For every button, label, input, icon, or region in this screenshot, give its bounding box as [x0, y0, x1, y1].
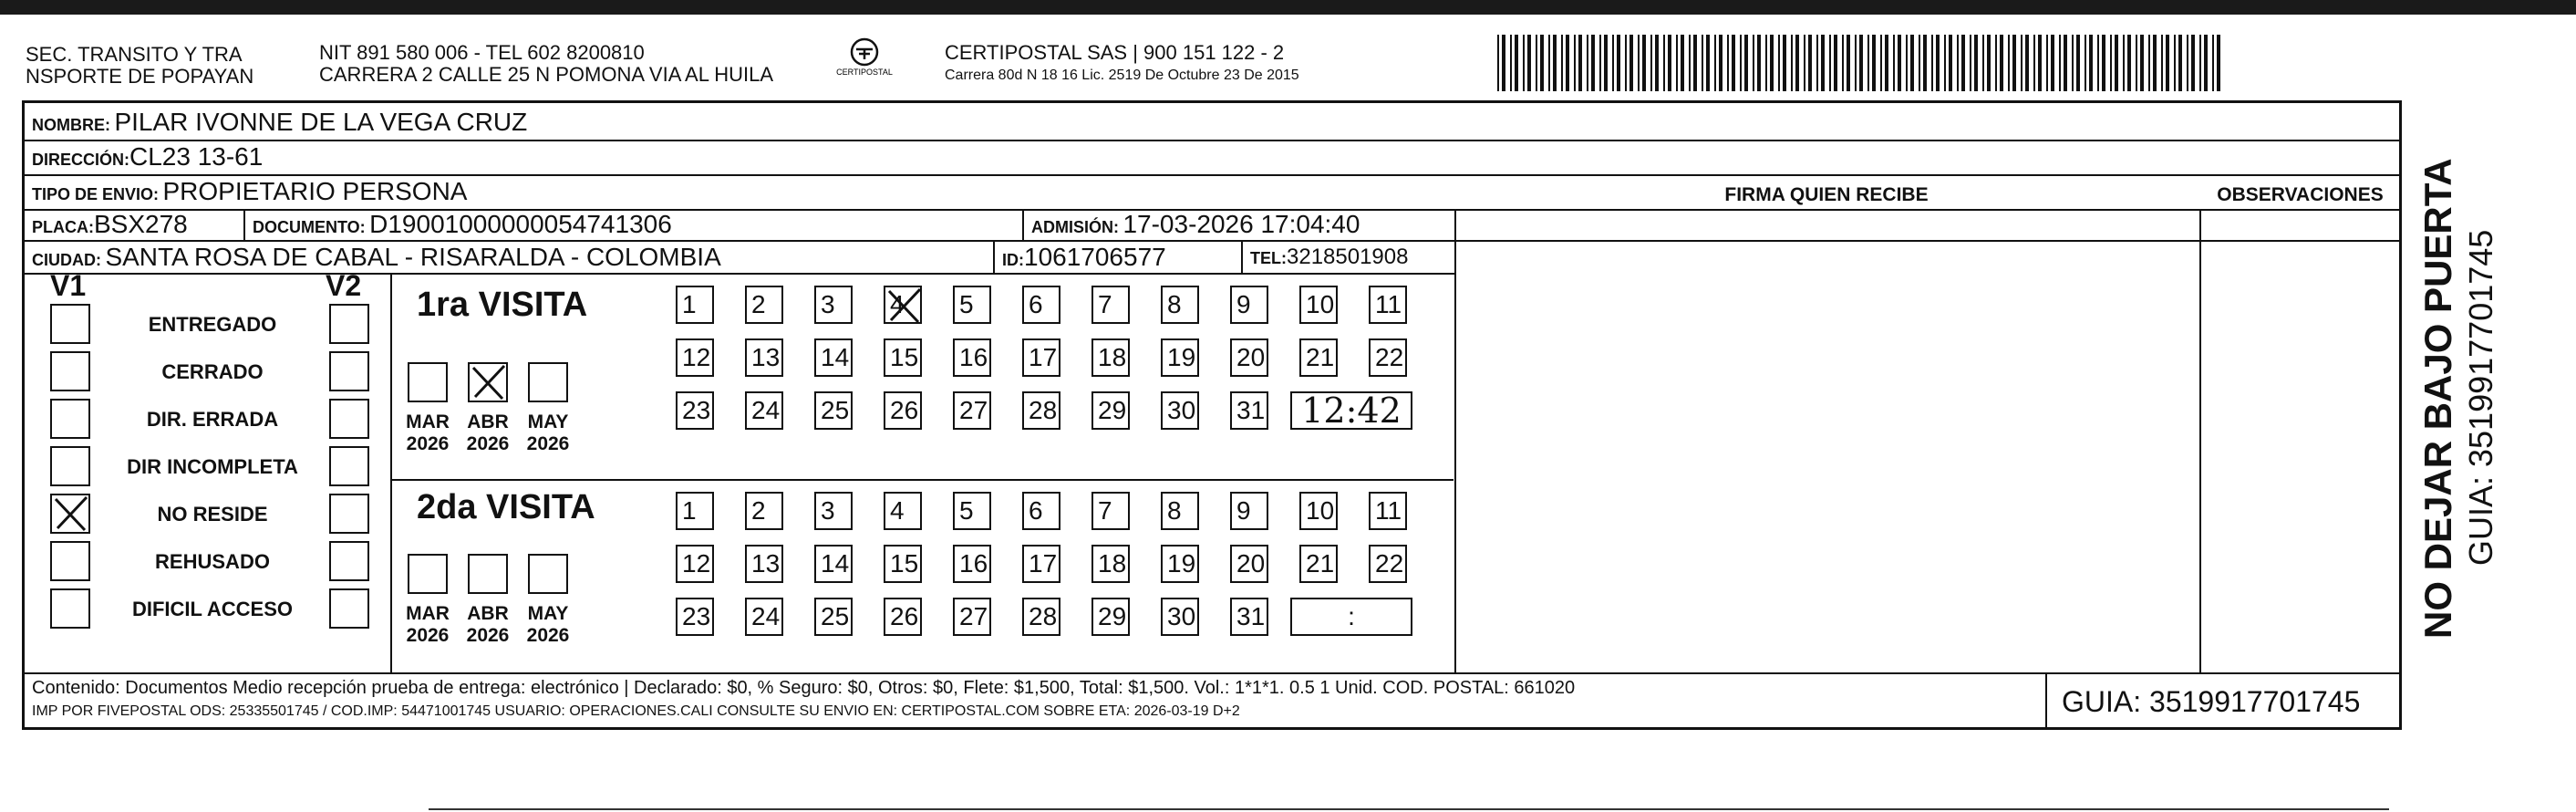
visit1-day-6[interactable]: 6 — [1022, 286, 1060, 324]
barcode-icon — [1497, 35, 2227, 91]
visit1-day-26[interactable]: 26 — [884, 391, 922, 430]
v1-checkbox-dir-errada[interactable] — [50, 399, 90, 439]
visit1-month-may-checkbox[interactable] — [528, 362, 568, 402]
v2-checkbox-no-reside[interactable] — [329, 494, 369, 534]
visit1-day-7[interactable]: 7 — [1091, 286, 1130, 324]
v1-checkbox-rehusado[interactable] — [50, 541, 90, 581]
visit1-month-mar-checkbox[interactable] — [408, 362, 448, 402]
visit2-day-7[interactable]: 7 — [1091, 492, 1130, 530]
tipo-value: PROPIETARIO PERSONA — [162, 177, 468, 205]
bottom-divider — [429, 808, 2389, 810]
visit1-day-22[interactable]: 22 — [1369, 338, 1407, 377]
visit1-day-4[interactable]: 4 — [884, 286, 922, 324]
visit2-day-18[interactable]: 18 — [1091, 545, 1130, 583]
visit2-day-27[interactable]: 27 — [953, 598, 991, 636]
documento-label: DOCUMENTO: — [253, 218, 366, 236]
status-label-entregado: ENTREGADO — [148, 313, 277, 336]
visit1-day-3[interactable]: 3 — [814, 286, 853, 324]
visit2-month-abr-checkbox[interactable] — [468, 554, 508, 594]
v1-checkbox-cerrado[interactable] — [50, 351, 90, 391]
ciudad-value: SANTA ROSA DE CABAL - RISARALDA - COLOMBIA — [105, 243, 721, 271]
month-name: MAY — [527, 411, 569, 432]
visit1-day-23[interactable]: 23 — [676, 391, 714, 430]
visit2-month-mar-checkbox[interactable] — [408, 554, 448, 594]
id-value: 1061706577 — [1024, 243, 1166, 271]
visit2-day-9[interactable]: 9 — [1230, 492, 1268, 530]
visit1-month-abr-label — [456, 411, 520, 455]
visit1-day-25[interactable]: 25 — [814, 391, 853, 430]
visit1-day-14[interactable]: 14 — [814, 338, 853, 377]
visit2-title: 2da VISITA — [417, 488, 595, 526]
v1-checkbox-entregado[interactable] — [50, 304, 90, 344]
visit1-day-9[interactable]: 9 — [1230, 286, 1268, 324]
v2-checkbox-cerrado[interactable] — [329, 351, 369, 391]
sender-line1: SEC. TRANSITO Y TRA — [26, 43, 243, 66]
month-year: 2026 — [466, 625, 510, 646]
visit1-day-5[interactable]: 5 — [953, 286, 991, 324]
tel-value: 3218501908 — [1287, 245, 1409, 269]
visit1-day-20[interactable]: 20 — [1230, 338, 1268, 377]
visit1-day-12[interactable]: 12 — [676, 338, 714, 377]
visit2-day-26[interactable]: 26 — [884, 598, 922, 636]
visit2-day-4[interactable]: 4 — [884, 492, 922, 530]
month-name: ABR — [467, 603, 509, 624]
visit1-day-24[interactable]: 24 — [745, 391, 783, 430]
v1-header: V1 — [50, 269, 87, 302]
tipo-label: TIPO DE ENVIO: — [32, 185, 160, 203]
status-label-rehusado: REHUSADO — [155, 550, 270, 573]
visit1-title: 1ra VISITA — [417, 286, 588, 324]
delivery-form — [22, 100, 2402, 730]
visit1-time-field[interactable]: 12:42 — [1290, 391, 1412, 430]
visit2-day-28[interactable]: 28 — [1022, 598, 1060, 636]
admision-label: ADMISIÓN: — [1031, 218, 1119, 236]
direccion-label: DIRECCIÓN: — [32, 151, 129, 169]
visit1-day-1[interactable]: 1 — [676, 286, 714, 324]
v2-checkbox-dir-errada[interactable] — [329, 399, 369, 439]
visit2-time-field[interactable]: : — [1290, 598, 1412, 636]
month-name: MAR — [406, 411, 450, 432]
v1-checkbox-dir-incompleta[interactable] — [50, 446, 90, 486]
visit1-day-28[interactable]: 28 — [1022, 391, 1060, 430]
visit2-day-20[interactable]: 20 — [1230, 545, 1268, 583]
status-label-dificil-acceso: DIFICIL ACCESO — [131, 598, 293, 620]
direccion-value: CL23 13-61 — [129, 142, 264, 171]
visit2-day-10[interactable]: 10 — [1299, 492, 1338, 530]
visit2-day-16[interactable]: 16 — [953, 545, 991, 583]
month-name: MAY — [527, 603, 569, 624]
visit2-day-24[interactable]: 24 — [745, 598, 783, 636]
v1-checkbox-no-reside[interactable] — [50, 494, 90, 534]
month-year: 2026 — [526, 433, 570, 454]
documento-value: D19001000000054741306 — [369, 210, 672, 238]
visit2-day-23[interactable]: 23 — [676, 598, 714, 636]
visit1-day-27[interactable]: 27 — [953, 391, 991, 430]
visit1-day-31[interactable]: 31 — [1230, 391, 1268, 430]
status-label-dir-errada: DIR. ERRADA — [146, 408, 279, 431]
address-line: CARRERA 2 CALLE 25 N POMONA VIA AL HUILA — [319, 63, 774, 86]
visit1-day-21[interactable]: 21 — [1299, 338, 1338, 377]
visit1-day-18[interactable]: 18 — [1091, 338, 1130, 377]
visit2-day-17[interactable]: 17 — [1022, 545, 1060, 583]
visit1-day-13[interactable]: 13 — [745, 338, 783, 377]
visit2-day-3[interactable]: 3 — [814, 492, 853, 530]
visit2-month-may-checkbox[interactable] — [528, 554, 568, 594]
id-label: ID: — [1002, 251, 1024, 269]
nombre-label: NOMBRE: — [32, 116, 110, 134]
visit2-day-11[interactable]: 11 — [1369, 492, 1407, 530]
visit2-day-21[interactable]: 21 — [1299, 545, 1338, 583]
v2-checkbox-dir-incompleta[interactable] — [329, 446, 369, 486]
status-label-no-reside: NO RESIDE — [157, 503, 268, 526]
visit2-day-5[interactable]: 5 — [953, 492, 991, 530]
visit1-month-may-label — [516, 411, 580, 455]
nombre-value: PILAR IVONNE DE LA VEGA CRUZ — [114, 108, 528, 136]
visit2-day-12[interactable]: 12 — [676, 545, 714, 583]
month-year: 2026 — [526, 625, 570, 646]
guia-number: GUIA: 3519917701745 — [2062, 685, 2361, 718]
nit-line: NIT 891 580 006 - TEL 602 8200810 — [319, 41, 645, 64]
svg-text:CERTIPOSTAL: CERTIPOSTAL — [836, 68, 893, 77]
month-year: 2026 — [466, 433, 510, 454]
visit1-day-8[interactable]: 8 — [1161, 286, 1199, 324]
visit2-day-31[interactable]: 31 — [1230, 598, 1268, 636]
month-year: 2026 — [406, 625, 450, 646]
side-guia: GUIA: 3519917701745 — [2462, 229, 2499, 566]
status-label-dir-incompleta: DIR INCOMPLETA — [127, 455, 298, 478]
visit1-day-30[interactable]: 30 — [1161, 391, 1199, 430]
visit2-day-29[interactable]: 29 — [1091, 598, 1130, 636]
month-year: 2026 — [406, 433, 450, 454]
visit2-day-6[interactable]: 6 — [1022, 492, 1060, 530]
visit2-day-30[interactable]: 30 — [1161, 598, 1199, 636]
v2-checkbox-entregado[interactable] — [329, 304, 369, 344]
admision-value: 17-03-2026 17:04:40 — [1122, 210, 1360, 238]
ciudad-label: CIUDAD: — [32, 251, 101, 269]
visit1-month-abr-checkbox[interactable] — [468, 362, 508, 402]
visit2-day-2[interactable]: 2 — [745, 492, 783, 530]
visit2-day-15[interactable]: 15 — [884, 545, 922, 583]
certipostal-logo — [828, 36, 901, 78]
visit1-day-10[interactable]: 10 — [1299, 286, 1338, 324]
visit2-day-13[interactable]: 13 — [745, 545, 783, 583]
status-label-cerrado: CERRADO — [161, 360, 264, 383]
visit2-month-may-label — [516, 603, 580, 647]
v2-checkbox-dificil-acceso[interactable] — [329, 588, 369, 629]
visit1-day-16[interactable]: 16 — [953, 338, 991, 377]
visit1-day-15[interactable]: 15 — [884, 338, 922, 377]
month-name: MAR — [406, 603, 450, 624]
v2-header: V2 — [326, 269, 362, 302]
company-line1: CERTIPOSTAL SAS | 900 151 122 - 2 — [945, 41, 1285, 64]
visit1-day-11[interactable]: 11 — [1369, 286, 1407, 324]
footer-line2: IMP POR FIVEPOSTAL ODS: 25335501745 / COD.IMP: 54471001745 USUARIO: OPERACIONES.CALI CONSULTE SU ENVIO EN: CERTIPOSTAL.COM SOBRE ETA: 2026-03-19 D+2 — [32, 703, 1240, 719]
placa-label: PLACA: — [32, 218, 94, 236]
visit2-day-19[interactable]: 19 — [1161, 545, 1199, 583]
visit2-day-14[interactable]: 14 — [814, 545, 853, 583]
visit1-day-2[interactable]: 2 — [745, 286, 783, 324]
side-warning: NO DEJAR BAJO PUERTA — [2416, 158, 2459, 639]
visit1-month-mar-label — [396, 411, 460, 455]
v1-checkbox-dificil-acceso[interactable] — [50, 588, 90, 629]
visit2-day-1[interactable]: 1 — [676, 492, 714, 530]
visit1-day-17[interactable]: 17 — [1022, 338, 1060, 377]
placa-value: BSX278 — [94, 210, 188, 238]
month-name: ABR — [467, 411, 509, 432]
visit2-day-8[interactable]: 8 — [1161, 492, 1199, 530]
top-border — [0, 0, 2576, 15]
firma-header: FIRMA QUIEN RECIBE — [1724, 184, 1929, 205]
company-line2: Carrera 80d N 18 16 Lic. 2519 De Octubre 23 De 2015 — [945, 68, 1299, 83]
tel-label: TEL: — [1250, 249, 1287, 267]
visit2-month-abr-label — [456, 603, 520, 647]
visit1-day-19[interactable]: 19 — [1161, 338, 1199, 377]
visit2-month-mar-label — [396, 603, 460, 647]
visit2-day-22[interactable]: 22 — [1369, 545, 1407, 583]
sender-line2: NSPORTE DE POPAYAN — [26, 65, 254, 88]
observaciones-header: OBSERVACIONES — [2217, 184, 2384, 205]
visit1-day-29[interactable]: 29 — [1091, 391, 1130, 430]
footer-line1: Contenido: Documentos Medio recepción prueba de entrega: electrónico | Declarado: $0, % Seguro: $0, Otros: $0, Flete: $1,500, Total: $1,500. Vol.: 1*1*1. 0.5 1 Unid. COD. POSTAL: 661020 — [32, 678, 1576, 698]
v2-checkbox-rehusado[interactable] — [329, 541, 369, 581]
visit2-day-25[interactable]: 25 — [814, 598, 853, 636]
